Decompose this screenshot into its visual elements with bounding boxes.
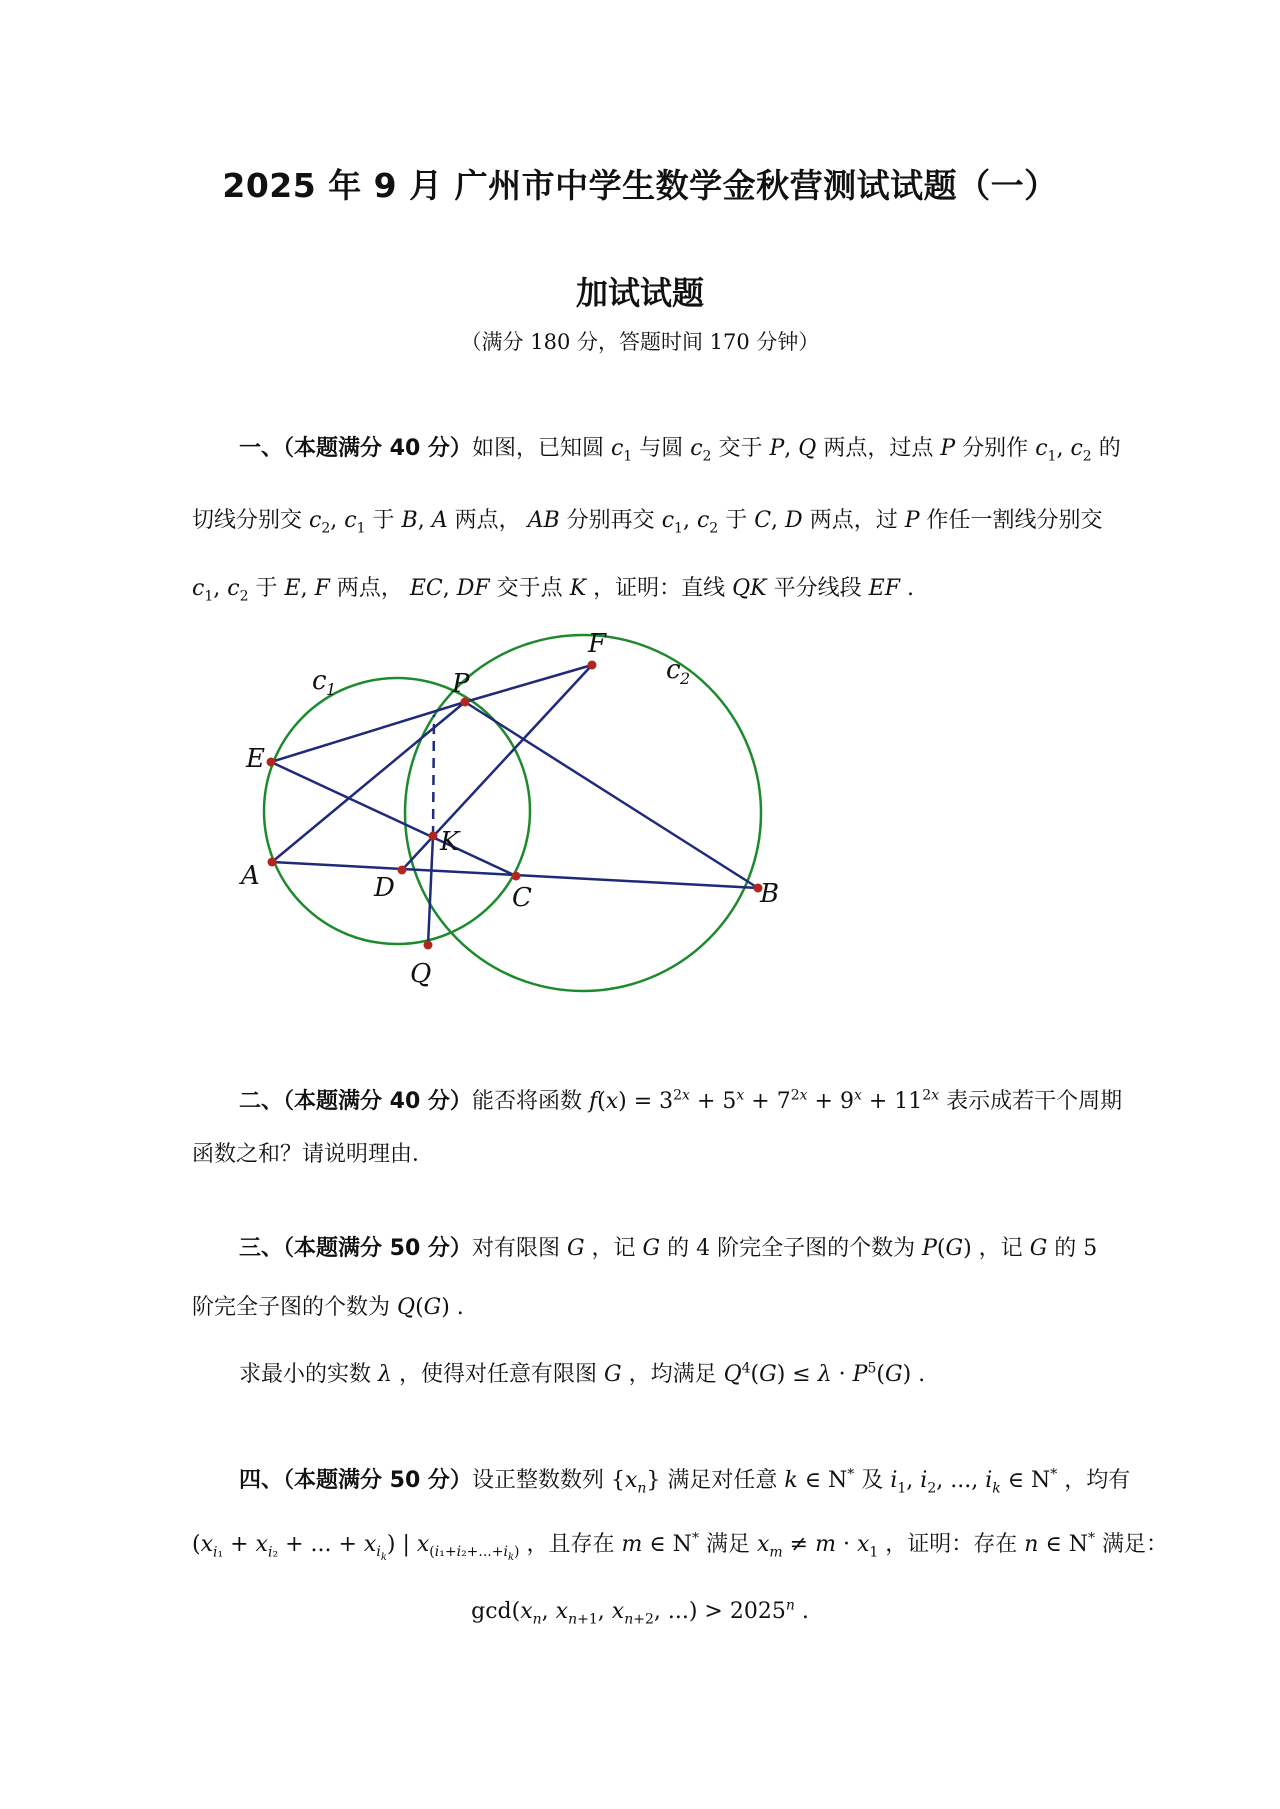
label-C: C (512, 883, 532, 913)
problem3-header: 三、（本题满分 50 分） (239, 1236, 472, 1261)
problem4-header: 四、（本题满分 50 分） (239, 1468, 472, 1493)
problem3-line1: 三、（本题满分 50 分）对有限图 G ，记 G 的 4 阶完全子图的个数为 P(G) ，记 G 的 5 (239, 1236, 1098, 1261)
label-B: B (760, 879, 780, 909)
segment-EC (271, 762, 516, 876)
problem1-header: 一、（本题满分 40 分） (239, 436, 472, 461)
label-E: E (246, 744, 265, 774)
problem4-formula: $\gcd(x_n$, $x_{n+1}$, $x_{n+2}$, ...) > $2025^n$ . (471, 1597, 809, 1628)
problem1-line2: 切线分别交 $c_2$, $c_1$ 于 B, A 两点， AB 分别再交 $c_1$, $c_2$ 于 C, D 两点，过 P 作任一割线分别交 (192, 508, 1103, 537)
label-c2: c (666, 655, 681, 685)
problem2-line2: 函数之和？请说明理由． (192, 1142, 435, 1167)
problem2-header: 二、（本题满分 40 分） (239, 1089, 472, 1114)
problem4-line1: 四、（本题满分 50 分）设正整数数列 $\{x_n\}$ 满足对任意 k ∈ N* 及 $i_1$, $i_2$, ..., $i_k$ ∈ N* ，均有 (239, 1466, 1131, 1497)
problem2-line1: 二、（本题满分 40 分）能否将函数 $f(x) = 3^{2x} + 5^x + 7^{2x} + 9^x + 11^{2x}$ 表示成若干个周期 (239, 1087, 1123, 1114)
point-E (267, 758, 276, 767)
segment-EP (271, 702, 465, 762)
label-c1-sub: 1 (326, 680, 337, 699)
segment-QK (428, 836, 433, 945)
score-time-note: （满分 180 分，答题时间 170 分钟） (460, 330, 820, 354)
label-D: D (374, 873, 395, 903)
label-c1: c (312, 666, 327, 696)
point-K (429, 832, 438, 841)
point-C (512, 872, 521, 881)
geometry-figure (200, 620, 820, 1040)
problem3-line2: 阶完全子图的个数为 Q(G) . (192, 1295, 464, 1320)
point-A (268, 858, 277, 867)
label-Q: Q (410, 959, 432, 989)
section-subtitle: 加试试题 (575, 274, 704, 312)
label-P: P (452, 669, 470, 699)
point-F (588, 661, 597, 670)
point-D (398, 866, 407, 875)
problem3-line3: 求最小的实数 λ ，使得对任意有限图 G ，均满足 $Q^4(G) \le \lambda \cdot P^5(G)$ . (239, 1360, 926, 1387)
label-c2-sub: 2 (680, 669, 691, 688)
point-Q (424, 941, 433, 950)
problem4-line2: ($x_{i_1} + x_{i_2}$ + ... + $x_{i_k}$) | $x_{(i_1+i_2+...+i_k)}$ ，且存在 m ∈ N* 满足 $x_m \ne m \cdot x_1$ ，证明：存在 n ∈ N* 满足： (192, 1530, 1169, 1564)
label-K: K (440, 827, 460, 857)
dashed-line-K (433, 715, 434, 836)
problem1-line1: 一、（本题满分 40 分）如图，已知圆 $c_1$ 与圆 $c_2$ 交于 P, Q 两点，过点 P 分别作 $c_1$, $c_2$ 的 (239, 436, 1121, 465)
label-F: F (588, 629, 607, 659)
segment-PB (465, 702, 758, 888)
label-A: A (241, 861, 260, 891)
segment-PF (465, 665, 592, 702)
problem1-line3: $c_1$, $c_2$ 于 E, F 两点， EC, DF 交于点 K ，证明：直线 QK 平分线段 EF . (192, 576, 914, 605)
page-title: 2025 年 9 月 广州市中学生数学金秋营测试试题（一） (222, 166, 1058, 205)
